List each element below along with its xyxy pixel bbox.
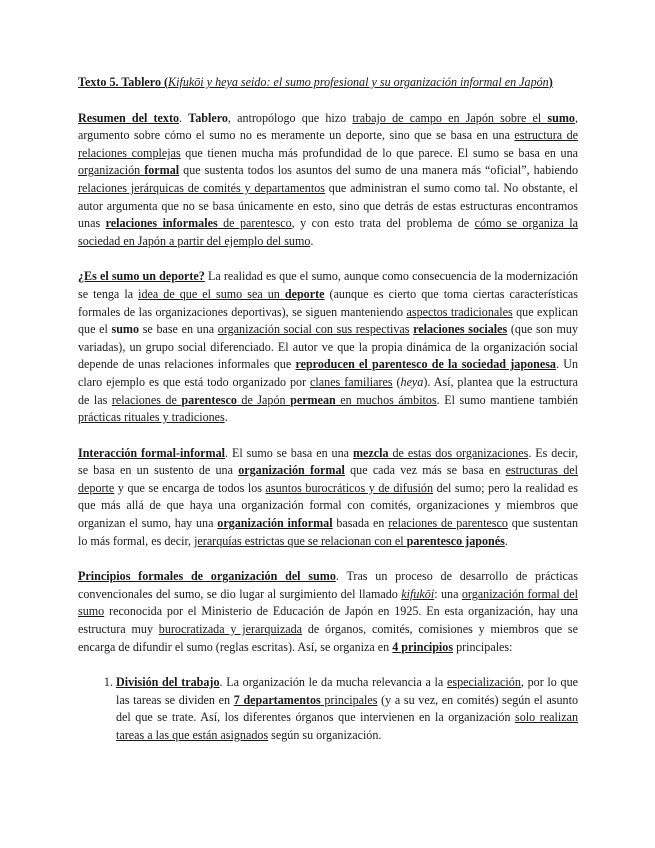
- title-text: Texto 5. Tablero (: [78, 75, 169, 89]
- title-italic: Kifukōi y heya seido: el sumo profesional y su organización informal en Japón: [168, 75, 549, 89]
- section-heading: Resumen del texto: [78, 110, 180, 125]
- document-title: [78, 74, 578, 92]
- section-heading: Principios formales de organización del sumo: [78, 569, 336, 584]
- section-heading: Interacción formal-informal: [78, 445, 226, 460]
- document-page: [78, 74, 578, 745]
- list-item: 1. División del trabajo. La organización le da mucha relevancia a la especialización, por lo que las tareas se dividen en 7 departamentos principales (y a su vez, en comités) según el asunto del que se trate. Así, los diferentes órganos que intervienen en la organización solo realizan tareas a las que están asignados según su organización.: [116, 674, 578, 744]
- paragraph-summary: Resumen del texto. Tablero, antropólogo que hizo trabajo de campo en Japón sobre el sumo, argumento sobre cómo el sumo no es meramente un deporte, sino que se basa en una estructura de relaciones complejas que tienen mucha más profundidad de lo que parece. El sumo se basa en una organización formal que sustenta todos los asuntos del sumo de una manera más “oficial”, habiendo relaciones jerárquicas de comités y departamentos que administran el sumo como tal. No obstante, el autor argumenta que no se basa únicamente en esto, sino que detrás de estas estructuras encontramos unas relaciones informales de parentesco, y con esto trata del problema de cómo se organiza la sociedad en Japón a partir del ejemplo del sumo.: [78, 110, 579, 248]
- title-suffix: ): [548, 75, 553, 89]
- section-heading: ¿Es el sumo un deporte?: [78, 269, 205, 284]
- paragraph-interaccion: Interacción formal-informal. El sumo se basa en una mezcla de estas dos organizaciones. Es decir, se basa en un sustento de una organización formal que cada vez más se basa en estructuras del deporte y que se encarga de todos los asuntos burocráticos y de difusión del sumo; pero la realidad es que más allá de que haya una organización formal con comités, organizaciones y miembros que organizan el sumo, hay una organización informal basada en relaciones de parentesco que sustentan lo más formal, es decir, jerarquías estrictas que se relacionan con el parentesco japonés.: [78, 445, 579, 548]
- list-item-heading: División del trabajo: [116, 675, 220, 690]
- paragraph-deporte: ¿Es el sumo un deporte? La realidad es que el sumo, aunque como consecuencia de la modernización se tenga la idea de que el sumo sea un deporte (aunque es cierto que toma ciertas características formales de las organizaciones deportivas), se siguen manteniendo aspectos tradicionales que explican que el sumo se base en una organización social con sus respectivas relaciones sociales (que son muy variadas), un grupo social diferenciado. El autor ve que la propia dinámica de la organización social depende de unas relaciones informales que reproducen el parentesco de la sociedad japonesa. Un claro ejemplo es que está todo organizado por clanes familiares (heya). Así, plantea que la estructura de las relaciones de parentesco de Japón permean en muchos ámbitos. El sumo mantiene también prácticas rituales y tradiciones.: [78, 269, 579, 425]
- paragraph-principios: Principios formales de organización del sumo. Tras un proceso de desarrollo de prácticas convencionales del sumo, se dio lugar al surgimiento del llamado kifukōi: una organización formal del sumo reconocida por el Ministerio de Educación de Japón en 1925. En esta organización, hay una estructura muy burocratizada y jerarquizada de órganos, comités, comisiones y miembros que se encarga de difundir el sumo (reglas escritas). Así, se organiza en 4 principios principales:: [78, 569, 578, 654]
- principles-list: [78, 674, 578, 744]
